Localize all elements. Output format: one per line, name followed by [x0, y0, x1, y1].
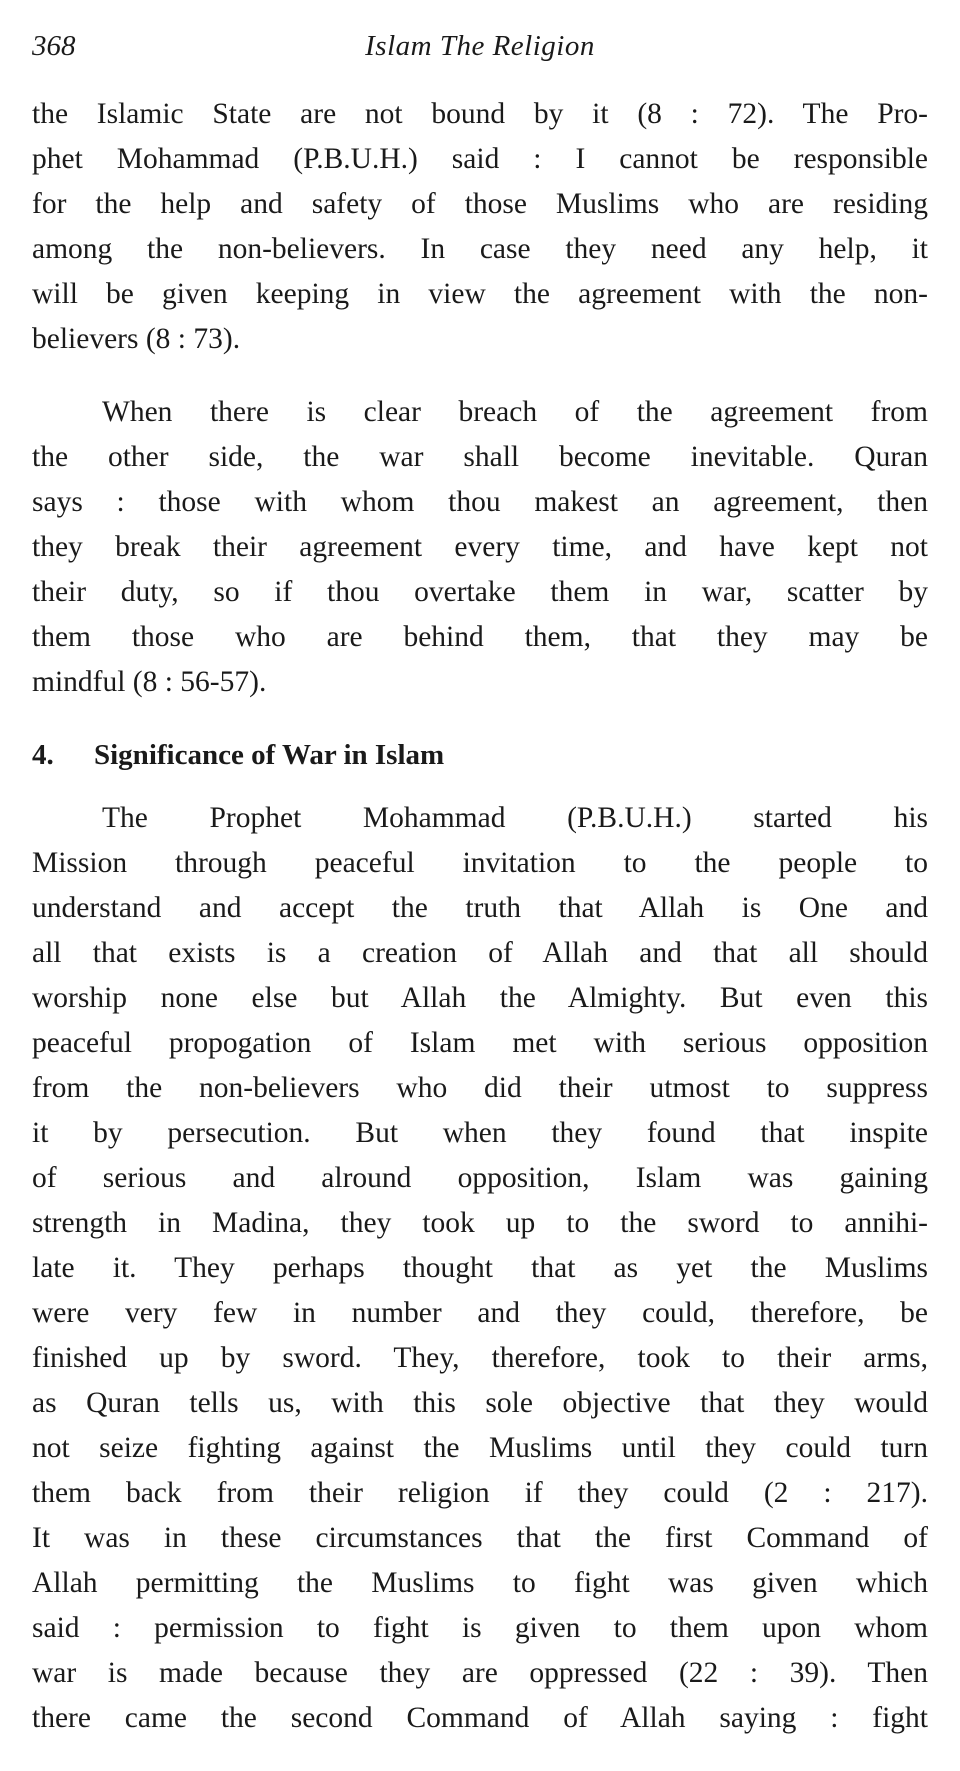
paragraph-1: [32, 92, 928, 362]
paragraph-line: not seize fighting against the Muslims until they could turn: [32, 1432, 928, 1464]
paragraph-line: late it. They perhaps thought that as yet the Muslims: [32, 1252, 928, 1284]
paragraph-line: the Islamic State are not bound by it (8 : 72). The Pro-: [32, 98, 928, 130]
paragraph-line: believers (8 : 73).: [32, 323, 241, 355]
paragraph-line: all that exists is a creation of Allah and that all should: [32, 937, 928, 969]
paragraph-line: said : permission to fight is given to them upon whom: [32, 1612, 928, 1644]
paragraph-line: Allah permitting the Muslims to fight was given which: [32, 1567, 928, 1599]
paragraph-line: them back from their religion if they could (2 : 217).: [32, 1477, 928, 1509]
paragraph-line: them those who are behind them, that they may be: [32, 621, 928, 653]
paragraph-line: the other side, the war shall become inevitable. Quran: [32, 441, 928, 473]
paragraph-line: among the non-believers. In case they need any help, it: [32, 233, 928, 265]
paragraph-line: their duty, so if thou overtake them in war, scatter by: [32, 576, 928, 608]
paragraph-line: mindful (8 : 56-57).: [32, 666, 267, 698]
paragraph-line: they break their agreement every time, and have kept not: [32, 531, 928, 563]
running-head: [32, 30, 928, 70]
paragraph-line: finished up by sword. They, therefore, took to their arms,: [32, 1342, 928, 1374]
section-number: 4.: [32, 739, 54, 771]
paragraph-line: The Prophet Mohammad (P.B.U.H.) started his: [102, 802, 928, 834]
paragraph-line: war is made because they are oppressed (22 : 39). Then: [32, 1657, 928, 1689]
paragraph-line: says : those with whom thou makest an agreement, then: [32, 486, 928, 518]
paragraph-line: phet Mohammad (P.B.U.H.) said : I cannot be responsible: [32, 143, 928, 175]
paragraph-line: were very few in number and they could, therefore, be: [32, 1297, 928, 1329]
section-heading: [32, 735, 444, 775]
paragraph-2: [32, 390, 928, 705]
section-title: Significance of War in Islam: [94, 739, 445, 771]
paragraph-line: It was in these circumstances that the first Command of: [32, 1522, 928, 1554]
paragraph-line: When there is clear breach of the agreement from: [102, 396, 928, 428]
paragraph-line: understand and accept the truth that Allah is One and: [32, 892, 928, 924]
paragraph-line: peaceful propogation of Islam met with serious opposition: [32, 1027, 928, 1059]
paragraph-line: from the non-believers who did their utmost to suppress: [32, 1072, 928, 1104]
paragraph-line: will be given keeping in view the agreement with the non-: [32, 278, 928, 310]
page-number: 368: [32, 30, 76, 62]
paragraph-line: there came the second Command of Allah saying : fight: [32, 1702, 928, 1734]
paragraph-line: strength in Madina, they took up to the sword to annihi-: [32, 1207, 928, 1239]
book-page: [32, 0, 928, 1771]
paragraph-line: it by persecution. But when they found that inspite: [32, 1117, 928, 1149]
paragraph-line: of serious and alround opposition, Islam was gaining: [32, 1162, 928, 1194]
book-title: Islam The Religion: [365, 30, 595, 62]
paragraph-line: worship none else but Allah the Almighty. But even this: [32, 982, 928, 1014]
paragraph-line: for the help and safety of those Muslims who are residing: [32, 188, 928, 220]
paragraph-line: Mission through peaceful invitation to the people to: [32, 847, 928, 879]
paragraph-3: [32, 796, 928, 1741]
paragraph-line: as Quran tells us, with this sole objective that they would: [32, 1387, 928, 1419]
